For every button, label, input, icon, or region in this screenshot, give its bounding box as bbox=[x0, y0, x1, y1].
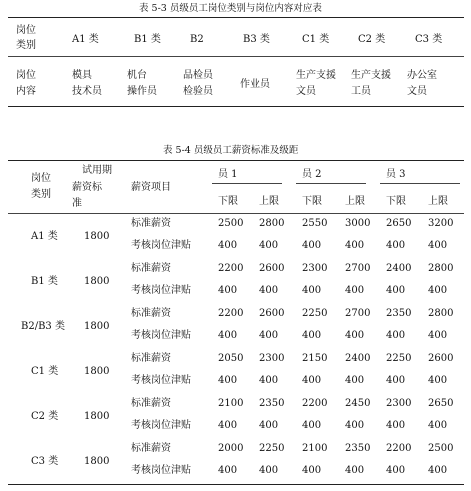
table2-group-rule-3 bbox=[380, 183, 460, 184]
table2-sub-3-high: 上限 bbox=[428, 196, 448, 207]
cell-allowance-value: 400 bbox=[218, 330, 238, 341]
row-category: B2/B3 类 bbox=[21, 321, 65, 332]
cell-allowance-value: 400 bbox=[428, 285, 448, 296]
table1-content-c3-line1: 办公室 bbox=[407, 70, 437, 81]
table2-sub-2-low: 下限 bbox=[302, 196, 322, 207]
table2-group-rule-2 bbox=[296, 183, 366, 184]
cell-standard-value: 2600 bbox=[428, 353, 454, 364]
cell-allowance-value: 400 bbox=[259, 330, 279, 341]
cell-allowance-value: 400 bbox=[302, 285, 322, 296]
cell-allowance-value: 400 bbox=[259, 465, 279, 476]
row-item-standard: 标准薪资 bbox=[131, 443, 171, 454]
row-trial-salary: 1800 bbox=[84, 231, 110, 242]
cell-allowance-value: 400 bbox=[259, 375, 279, 386]
cell-standard-value: 2800 bbox=[259, 218, 285, 229]
table1-content-c1-line1: 生产支援 bbox=[296, 70, 336, 81]
table1-content-b3: 作业员 bbox=[240, 79, 270, 90]
cell-standard-value: 2350 bbox=[259, 398, 285, 409]
table2-header-category-line2: 类别 bbox=[31, 189, 51, 200]
row-item-allowance: 考核岗位津贴 bbox=[131, 465, 191, 476]
row-item-allowance: 考核岗位津贴 bbox=[131, 285, 191, 296]
row-item-standard: 标准薪资 bbox=[131, 218, 171, 229]
cell-allowance-value: 400 bbox=[428, 240, 448, 251]
cell-standard-value: 2150 bbox=[302, 353, 328, 364]
table1-caption: 表 5-3 员级员工岗位类别与岗位内容对应表 bbox=[139, 3, 322, 14]
cell-allowance-value: 400 bbox=[259, 285, 279, 296]
table1-header-b3: B3 类 bbox=[243, 34, 270, 45]
row-item-standard: 标准薪资 bbox=[131, 398, 171, 409]
cell-allowance-value: 400 bbox=[345, 420, 365, 431]
row-item-allowance: 考核岗位津贴 bbox=[131, 420, 191, 431]
cell-allowance-value: 400 bbox=[386, 240, 406, 251]
cell-standard-value: 2300 bbox=[386, 398, 412, 409]
row-trial-salary: 1800 bbox=[84, 411, 110, 422]
row-item-allowance: 考核岗位津贴 bbox=[131, 330, 191, 341]
cell-allowance-value: 400 bbox=[259, 240, 279, 251]
table2-caption: 表 5-4 员级员工薪资标准及级距 bbox=[163, 145, 299, 156]
cell-standard-value: 3000 bbox=[345, 218, 371, 229]
table1-content-a1-line2: 技术员 bbox=[72, 86, 102, 97]
cell-standard-value: 2100 bbox=[218, 398, 244, 409]
row-trial-salary: 1800 bbox=[84, 366, 110, 377]
table2-top-rule bbox=[8, 160, 464, 161]
cell-allowance-value: 400 bbox=[345, 285, 365, 296]
table1-header-c3: C3 类 bbox=[415, 34, 443, 45]
cell-standard-value: 3200 bbox=[428, 218, 454, 229]
cell-allowance-value: 400 bbox=[218, 240, 238, 251]
cell-allowance-value: 400 bbox=[428, 375, 448, 386]
row-item-standard: 标准薪资 bbox=[131, 308, 171, 319]
table2-header-trial-line1: 试用期 bbox=[82, 165, 112, 176]
cell-allowance-value: 400 bbox=[345, 375, 365, 386]
cell-allowance-value: 400 bbox=[428, 465, 448, 476]
table1-header-c1: C1 类 bbox=[302, 34, 330, 45]
table2-header-group-3: 员 3 bbox=[386, 169, 406, 180]
cell-allowance-value: 400 bbox=[428, 420, 448, 431]
table1-header-category-line1: 岗位 bbox=[16, 25, 36, 36]
cell-standard-value: 2050 bbox=[218, 353, 244, 364]
cell-allowance-value: 400 bbox=[218, 465, 238, 476]
row-item-allowance: 考核岗位津贴 bbox=[131, 375, 191, 386]
cell-allowance-value: 400 bbox=[259, 420, 279, 431]
cell-standard-value: 2350 bbox=[386, 308, 412, 319]
table2-header-item: 薪资项目 bbox=[131, 182, 171, 193]
cell-standard-value: 2700 bbox=[345, 263, 371, 274]
cell-allowance-value: 400 bbox=[386, 285, 406, 296]
table2-header-group-2: 员 2 bbox=[302, 169, 322, 180]
cell-standard-value: 2400 bbox=[386, 263, 412, 274]
table1-header-category-line2: 类别 bbox=[16, 40, 36, 51]
table1-content-a1-line1: 模具 bbox=[72, 70, 92, 81]
row-item-allowance: 考核岗位津贴 bbox=[131, 240, 191, 251]
row-category: C1 类 bbox=[31, 366, 59, 377]
cell-allowance-value: 400 bbox=[218, 420, 238, 431]
table1-content-b1-line2: 操作员 bbox=[127, 86, 157, 97]
table1-header-b1: B1 类 bbox=[134, 34, 161, 45]
cell-standard-value: 2600 bbox=[259, 308, 285, 319]
table1-content-c2-line1: 生产支援 bbox=[351, 70, 391, 81]
cell-standard-value: 2500 bbox=[218, 218, 244, 229]
table2-header-trial-line3: 准 bbox=[72, 198, 82, 209]
row-category: C3 类 bbox=[31, 456, 59, 467]
row-trial-salary: 1800 bbox=[84, 321, 110, 332]
cell-allowance-value: 400 bbox=[428, 330, 448, 341]
row-category: C2 类 bbox=[31, 411, 59, 422]
cell-standard-value: 2550 bbox=[302, 218, 328, 229]
table2-sub-2-high: 上限 bbox=[345, 196, 365, 207]
cell-allowance-value: 400 bbox=[302, 375, 322, 386]
cell-standard-value: 2400 bbox=[345, 353, 371, 364]
table2-header-group-1: 员 1 bbox=[218, 169, 238, 180]
cell-allowance-value: 400 bbox=[302, 465, 322, 476]
cell-standard-value: 2200 bbox=[386, 443, 412, 454]
cell-standard-value: 2250 bbox=[302, 308, 328, 319]
table1-content-c1-line2: 文员 bbox=[296, 86, 316, 97]
cell-allowance-value: 400 bbox=[386, 420, 406, 431]
cell-standard-value: 2100 bbox=[302, 443, 328, 454]
cell-standard-value: 2200 bbox=[218, 308, 244, 319]
table2-sub-1-high: 上限 bbox=[259, 196, 279, 207]
cell-standard-value: 2000 bbox=[218, 443, 244, 454]
row-trial-salary: 1800 bbox=[84, 456, 110, 467]
cell-standard-value: 2200 bbox=[218, 263, 244, 274]
table1-header-c2: C2 类 bbox=[358, 34, 386, 45]
cell-allowance-value: 400 bbox=[386, 330, 406, 341]
table1-content-b2-line1: 品检员 bbox=[183, 70, 213, 81]
cell-standard-value: 2500 bbox=[428, 443, 454, 454]
cell-allowance-value: 400 bbox=[386, 465, 406, 476]
cell-allowance-value: 400 bbox=[302, 240, 322, 251]
cell-allowance-value: 400 bbox=[302, 330, 322, 341]
cell-standard-value: 2300 bbox=[259, 353, 285, 364]
cell-standard-value: 2250 bbox=[386, 353, 412, 364]
row-category: A1 类 bbox=[31, 231, 58, 242]
table2-sub-1-low: 下限 bbox=[218, 196, 238, 207]
table1-content-c3-line2: 文员 bbox=[407, 86, 427, 97]
table1-content-c2-line2: 工员 bbox=[351, 86, 371, 97]
row-category: B1 类 bbox=[31, 276, 58, 287]
cell-standard-value: 2800 bbox=[428, 263, 454, 274]
table2-header-category-line1: 岗位 bbox=[31, 173, 51, 184]
cell-allowance-value: 400 bbox=[386, 375, 406, 386]
cell-standard-value: 2450 bbox=[345, 398, 371, 409]
cell-standard-value: 2350 bbox=[345, 443, 371, 454]
row-item-standard: 标准薪资 bbox=[131, 263, 171, 274]
table1-content-b1-line1: 机台 bbox=[127, 70, 147, 81]
table2-header-trial-line2: 薪资标 bbox=[72, 182, 102, 193]
row-trial-salary: 1800 bbox=[84, 276, 110, 287]
table1-top-rule bbox=[8, 17, 464, 18]
table1-content-b2-line2: 检验员 bbox=[183, 86, 213, 97]
row-item-standard: 标准薪资 bbox=[131, 353, 171, 364]
cell-allowance-value: 400 bbox=[218, 375, 238, 386]
table1-content-label-line2: 内容 bbox=[16, 86, 36, 97]
table1-header-a1: A1 类 bbox=[72, 34, 99, 45]
cell-standard-value: 2300 bbox=[302, 263, 328, 274]
cell-standard-value: 2250 bbox=[259, 443, 285, 454]
cell-allowance-value: 400 bbox=[218, 285, 238, 296]
table2-header-rule bbox=[8, 213, 464, 214]
cell-standard-value: 2650 bbox=[386, 218, 412, 229]
cell-standard-value: 2700 bbox=[345, 308, 371, 319]
table1-bottom-rule bbox=[8, 106, 464, 107]
table1-header-rule bbox=[8, 56, 464, 57]
cell-allowance-value: 400 bbox=[345, 240, 365, 251]
cell-allowance-value: 400 bbox=[302, 420, 322, 431]
cell-standard-value: 2200 bbox=[302, 398, 328, 409]
cell-standard-value: 2650 bbox=[428, 398, 454, 409]
table2-sub-3-low: 下限 bbox=[386, 196, 406, 207]
cell-standard-value: 2600 bbox=[259, 263, 285, 274]
cell-allowance-value: 400 bbox=[345, 465, 365, 476]
table1-content-label-line1: 岗位 bbox=[16, 70, 36, 81]
cell-standard-value: 2800 bbox=[428, 308, 454, 319]
table1-header-b2: B2 bbox=[190, 34, 204, 45]
table2-bottom-rule bbox=[8, 484, 464, 485]
cell-allowance-value: 400 bbox=[345, 330, 365, 341]
table2-group-rule-1 bbox=[212, 183, 282, 184]
